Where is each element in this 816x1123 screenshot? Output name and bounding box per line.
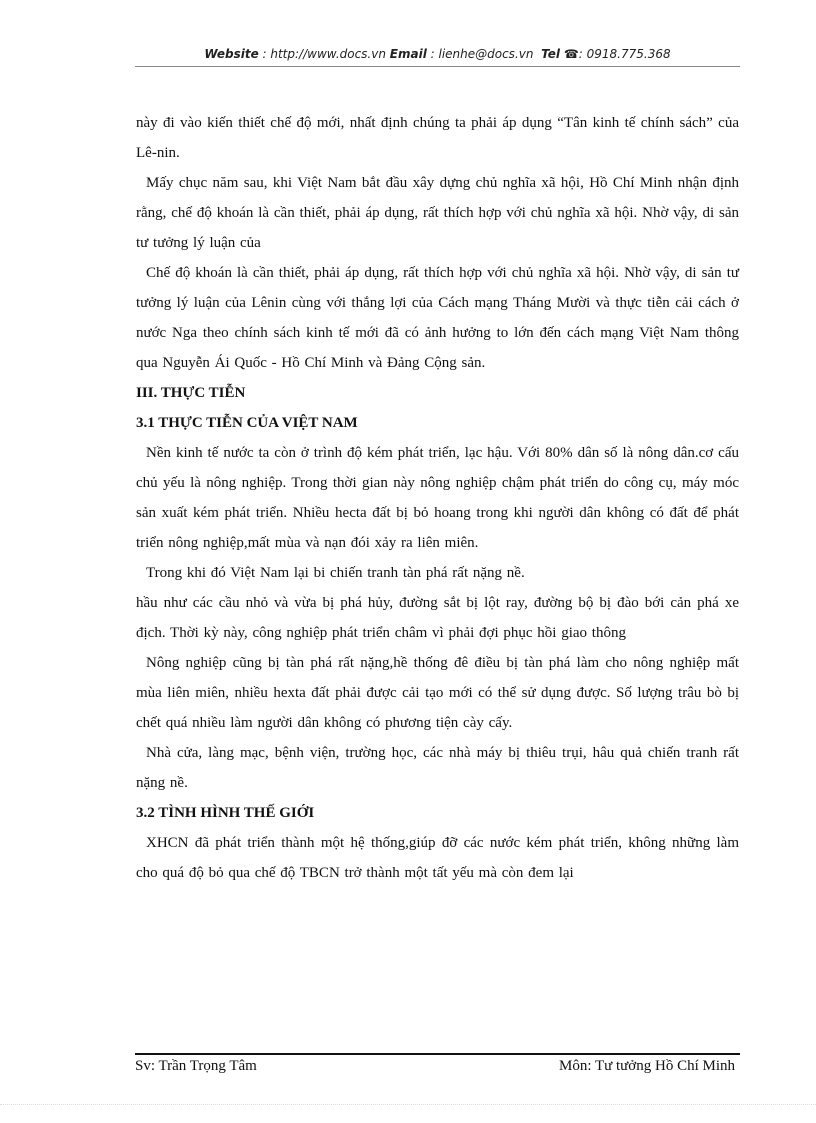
phone-icon: ☎: [563, 47, 579, 61]
document-body: [136, 108, 739, 888]
paragraph-6: hầu như các cầu nhỏ và vừa bị phá hủy, đường sắt bị lột ray, đường bộ bị đào bới cản phá xe địch. Thời kỳ này, công nghiệp phát triển châm vì phải đợi phục hồi giao thông: [136, 595, 739, 641]
paragraph-2: Mấy chục năm sau, khi Việt Nam bắt đầu xây dựng chủ nghĩa xã hội, Hồ Chí Minh nhận định rằng, chế độ khoán là cần thiết, phải áp dụng, rất thích hợp với chủ nghĩa xã hội. Nhờ vậy, di sản tư tưởng lý luận của: [136, 175, 739, 251]
footer-student: Sv: Trần Trọng Tâm: [135, 1058, 257, 1074]
paragraph-3: Chế độ khoán là cần thiết, phải áp dụng, rất thích hợp với chủ nghĩa xã hội. Nhờ vậy, di sản tư tưởng lý luận của Lênin cùng với thắng lợi của Cách mạng Tháng Mười và thực tiễn cải cách ở nước Nga theo chính sách kinh tế mới đã có ảnh hưởng to lớn đến cách mạng Việt Nam thông qua Nguyễn Ái Quốc - Hồ Chí Minh và Đảng Cộng sản.: [136, 265, 739, 371]
paragraph-4: Nền kinh tế nước ta còn ở trình độ kém phát triển, lạc hậu. Với 80% dân số là nông dân.cơ cấu chủ yếu là nông nghiệp. Trong thời gian này nông nghiệp chậm phát triển do công cụ, máy móc sản xuất kém phát triển. Nhiều hecta đất bị bỏ hoang trong khi người dân không có đất để phát triển nông nghiệp,mất mùa và nạn đói xảy ra liên miên.: [136, 445, 739, 551]
paragraph-5: Trong khi đó Việt Nam lại bi chiến tranh tàn phá rất nặng nề.: [146, 565, 525, 581]
page-footer: [135, 1058, 735, 1075]
subsection-heading-3-1: 3.1 THỰC TIỄN CỦA VIỆT NAM: [136, 415, 358, 431]
page-bottom-border: [0, 1104, 816, 1105]
paragraph-8: Nhà cửa, làng mạc, bệnh viện, trường học, các nhà máy bị thiêu trụi, hâu quả chiến tranh rất nặng nề.: [136, 745, 739, 791]
email-value[interactable]: : lienhe@docs.vn: [426, 47, 538, 61]
website-label: Website: [204, 47, 259, 61]
paragraph-1: này đi vào kiến thiết chế độ mới, nhất định chúng ta phải áp dụng “Tân kinh tế chính sách” của Lê-nin.: [136, 115, 739, 161]
tel-value: : 0918.775.368: [578, 47, 671, 61]
page-header: [135, 47, 740, 61]
footer-divider: [135, 1053, 740, 1055]
tel-label: Tel: [541, 47, 560, 61]
paragraph-9: XHCN đã phát triển thành một hệ thống,giúp đỡ các nước kém phát triển, không những làm cho quá độ bỏ qua chế độ TBCN trở thành một tất yếu mà còn đem lại: [136, 835, 739, 881]
header-divider: [135, 66, 740, 67]
website-value[interactable]: : http://www.docs.vn: [258, 47, 390, 61]
section-heading-3: III. THỰC TIỄN: [136, 385, 246, 401]
footer-subject: Môn: Tư tưởng Hồ Chí Minh: [558, 1058, 735, 1074]
email-label: Email: [389, 47, 427, 61]
subsection-heading-3-2: 3.2 TÌNH HÌNH THẾ GIỚI: [136, 805, 315, 821]
paragraph-7: Nông nghiệp cũng bị tàn phá rất nặng,hề thống đê điều bị tàn phá làm cho nông nghiệp mất mùa liên miên, nhiều hexta đất phải được cải tạo mới có thể sử dụng được. Số lượng trâu bò bị chết quá nhiều làm người dân không có phương tiện cày cấy.: [136, 655, 739, 731]
